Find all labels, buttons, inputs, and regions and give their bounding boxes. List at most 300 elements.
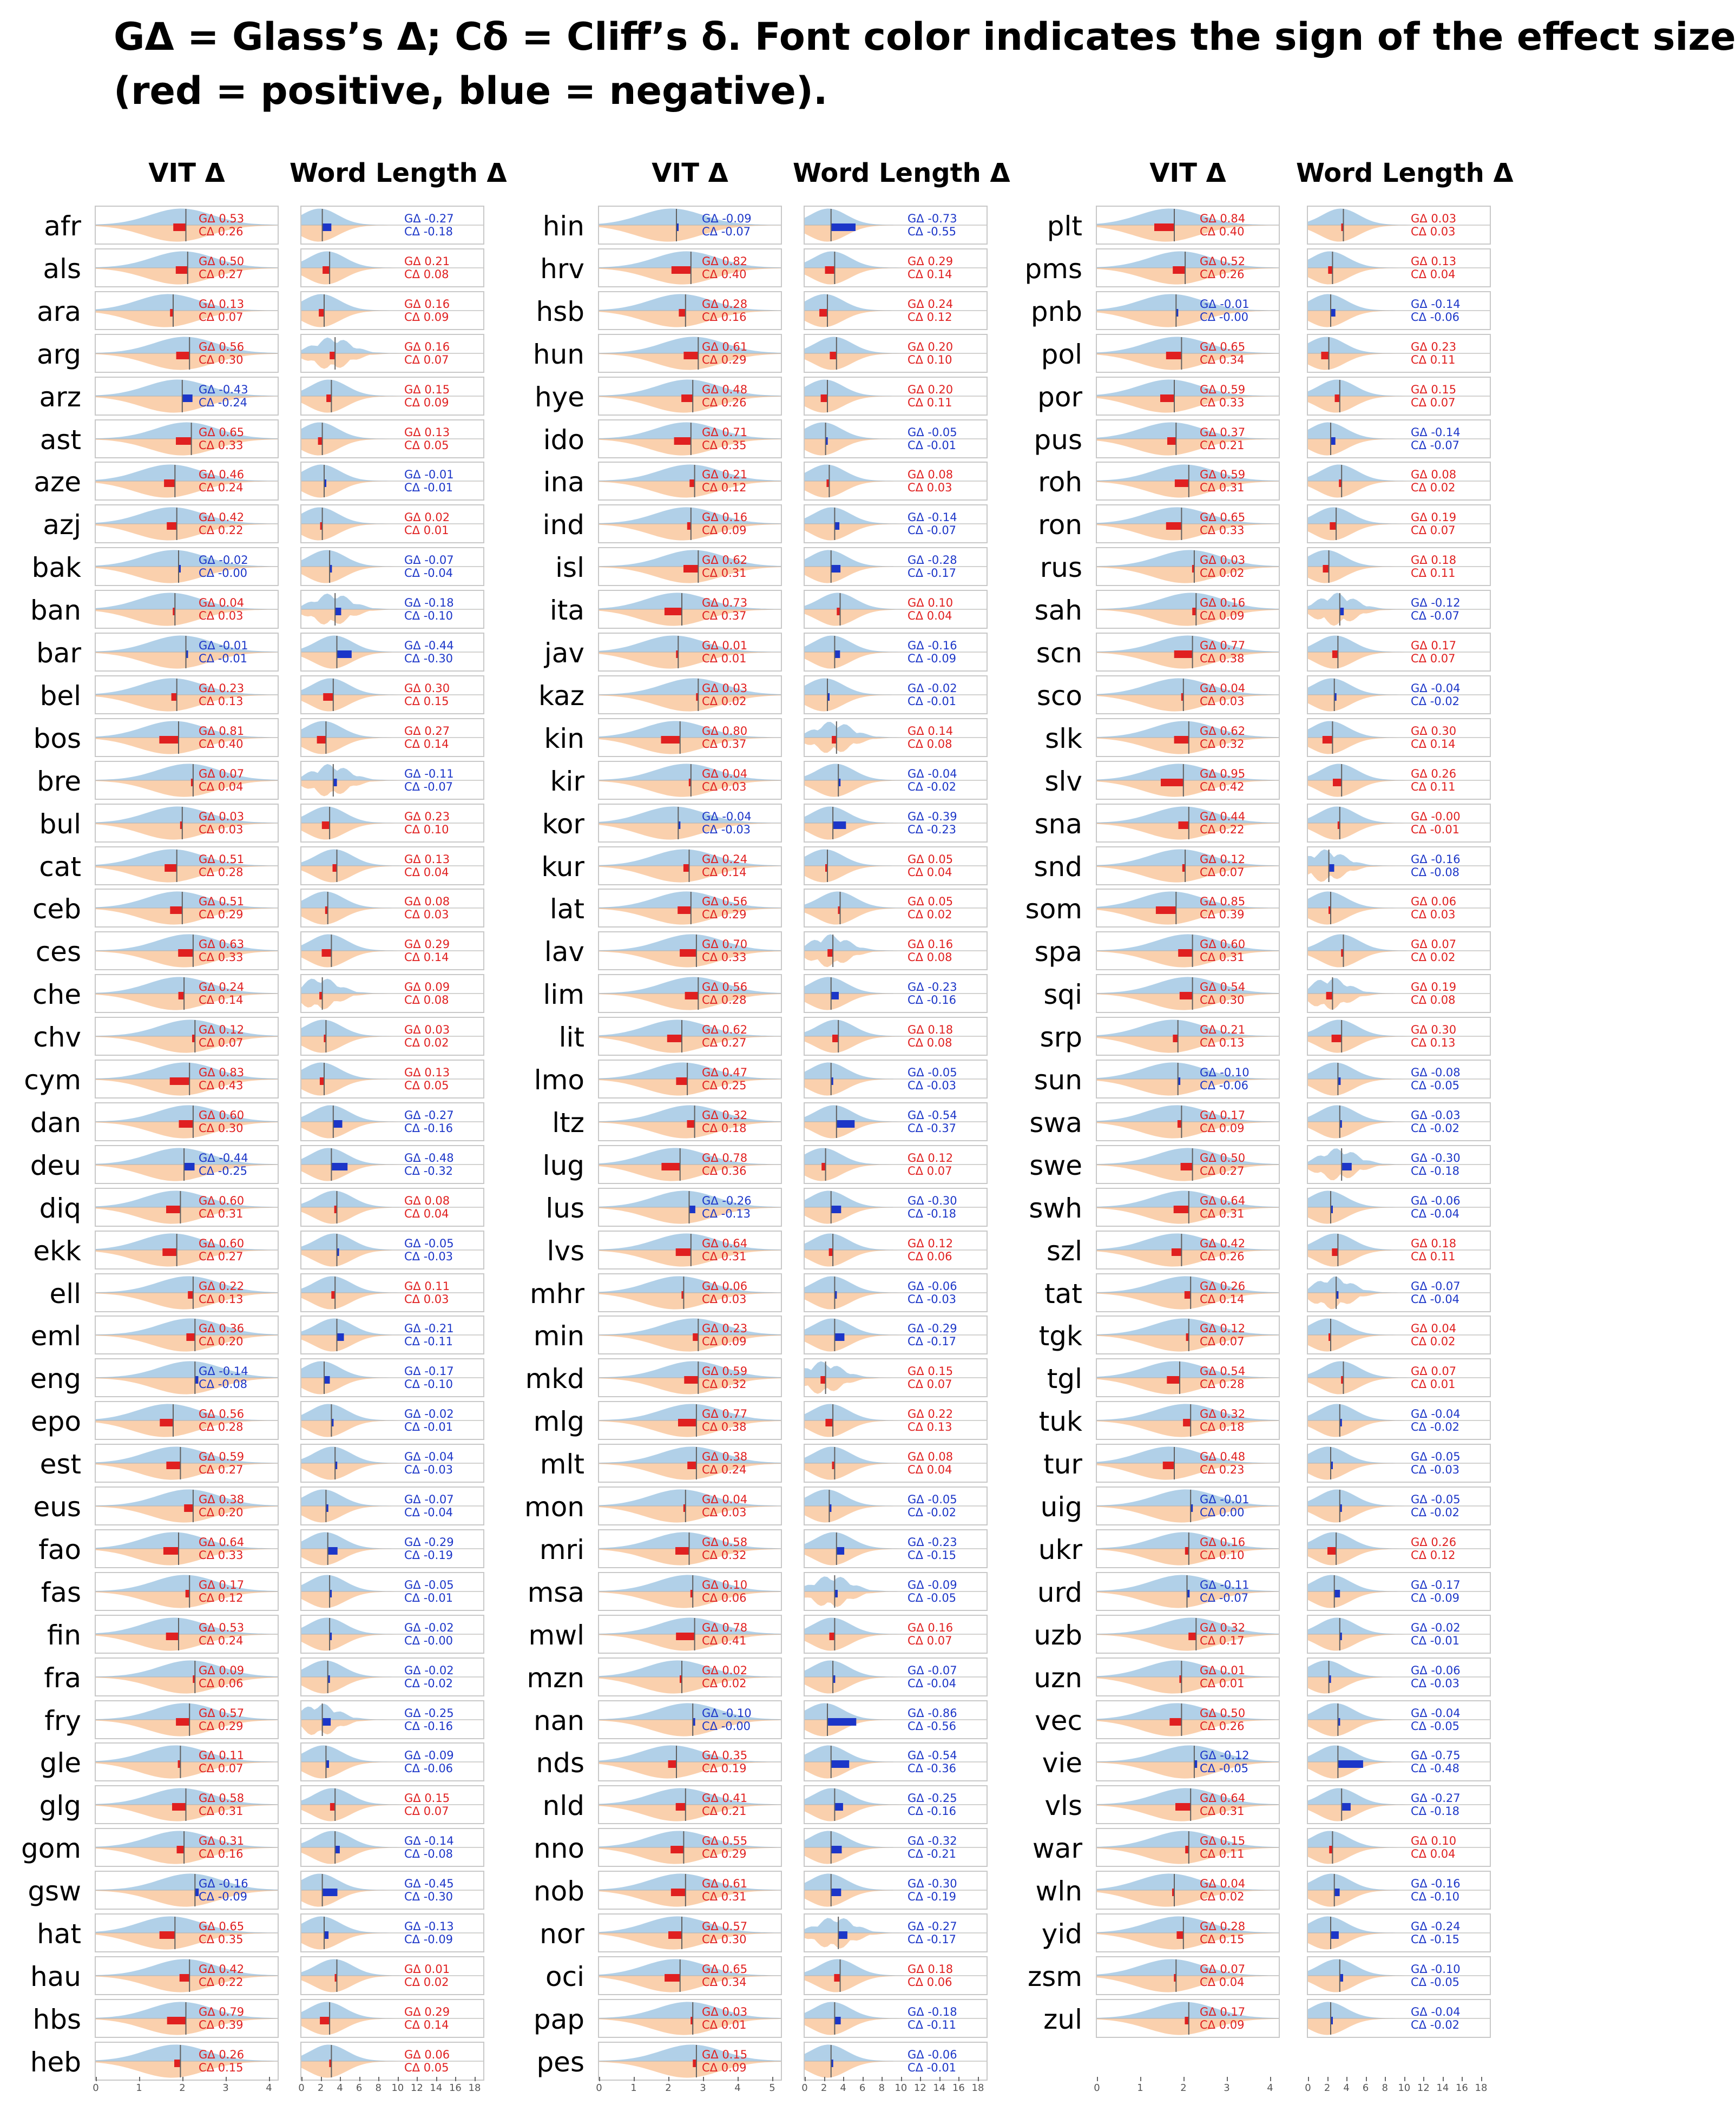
language-label: tgk — [1038, 1320, 1082, 1352]
vit-effect-bar — [676, 1803, 686, 1811]
wl-glass-delta: GΔ -0.04 — [908, 767, 957, 780]
wl-violin-panel — [804, 1401, 988, 1440]
language-label: ita — [549, 595, 584, 627]
wl-effect-bar — [1342, 1163, 1352, 1170]
wl-cliff-delta: CΔ -0.18 — [1411, 1164, 1460, 1178]
wl-violin-panel — [300, 1657, 484, 1696]
wl-glass-delta: GΔ -0.48 — [404, 1151, 454, 1165]
wl-effect-bar — [832, 736, 837, 744]
vit-glass-delta: GΔ 0.44 — [1200, 810, 1246, 823]
language-label: glg — [39, 1790, 81, 1822]
wl-cliff-delta: CΔ 0.04 — [908, 1463, 952, 1477]
vit-glass-delta: GΔ 0.50 — [1200, 1706, 1246, 1720]
vit-cliff-delta: CΔ 0.22 — [199, 1975, 244, 1989]
wl-glass-delta: GΔ -0.27 — [404, 1108, 454, 1122]
vit-glass-delta: GΔ 0.56 — [702, 981, 748, 994]
vit-glass-delta: GΔ -0.09 — [702, 212, 752, 225]
wl-glass-delta: GΔ -0.12 — [1411, 596, 1461, 610]
vit-cliff-delta: CΔ 0.28 — [199, 865, 244, 879]
wl-glass-delta: GΔ 0.08 — [404, 1194, 450, 1207]
vit-cliff-delta: CΔ 0.14 — [199, 994, 244, 1007]
vit-violin-panel — [1096, 590, 1280, 629]
language-label: uig — [1040, 1491, 1082, 1523]
wl-glass-delta: GΔ -0.23 — [908, 1535, 957, 1549]
language-label: scn — [1036, 637, 1082, 669]
wl-violin-panel — [804, 1913, 988, 1952]
axis-tick-label: 18 — [468, 2082, 481, 2094]
vit-effect-bar — [179, 1120, 193, 1128]
vit-violin-panel — [1096, 1956, 1280, 1995]
vit-effect-bar — [1179, 821, 1189, 829]
wl-violin-panel — [300, 590, 484, 629]
language-label: hau — [30, 1961, 81, 1992]
wl-cliff-delta: CΔ 0.11 — [1411, 780, 1456, 793]
wl-effect-bar — [322, 949, 332, 957]
wl-cliff-delta: CΔ -0.05 — [908, 1591, 957, 1604]
wl-glass-delta: GΔ -0.09 — [404, 1749, 454, 1762]
vit-effect-bar — [182, 394, 193, 402]
vit-cliff-delta: CΔ 0.21 — [1200, 438, 1245, 452]
vit-cliff-delta: CΔ 0.07 — [199, 1762, 244, 1775]
language-label: pus — [1034, 424, 1082, 456]
wl-effect-bar — [317, 736, 326, 744]
wl-violin-panel — [1307, 761, 1491, 800]
vit-glass-delta: GΔ 0.09 — [199, 1663, 245, 1677]
axis-tick-mark — [1140, 2077, 1141, 2081]
wl-cliff-delta: CΔ -0.16 — [404, 1121, 453, 1135]
vit-glass-delta: GΔ 0.03 — [199, 810, 245, 823]
vit-cliff-delta: CΔ -0.25 — [199, 1164, 248, 1178]
vit-violin-panel — [598, 462, 782, 501]
vit-cliff-delta: CΔ 0.40 — [1200, 225, 1245, 238]
wl-cliff-delta: CΔ 0.04 — [1411, 267, 1456, 281]
vit-cliff-delta: CΔ 0.14 — [1200, 1292, 1245, 1306]
vit-violin-panel — [598, 206, 782, 245]
vit-violin-panel — [598, 1572, 782, 1611]
vit-effect-bar — [683, 864, 689, 872]
vit-cliff-delta: CΔ 0.03 — [199, 609, 244, 623]
wl-cliff-delta: CΔ 0.07 — [1411, 652, 1456, 665]
wl-glass-delta: GΔ -0.03 — [1411, 1108, 1461, 1122]
wl-glass-delta: GΔ -0.07 — [1411, 1279, 1461, 1293]
wl-cliff-delta: CΔ -0.55 — [908, 225, 957, 238]
wl-glass-delta: GΔ -0.18 — [404, 596, 454, 610]
wl-violin-panel — [1307, 804, 1491, 843]
wl-cliff-delta: CΔ 0.11 — [908, 396, 952, 409]
vit-glass-delta: GΔ 0.60 — [1200, 938, 1246, 951]
wl-effect-bar — [323, 693, 333, 701]
wl-violin-panel — [1307, 1828, 1491, 1867]
wl-cliff-delta: CΔ 0.02 — [404, 1975, 449, 1989]
wl-effect-bar — [1342, 1803, 1351, 1811]
vit-violin-panel — [95, 2042, 279, 2081]
wl-violin-panel — [1307, 931, 1491, 970]
vit-cliff-delta: CΔ 0.07 — [199, 1036, 244, 1050]
axis-tick-label: 2 — [665, 2082, 672, 2094]
vit-effect-bar — [676, 1633, 694, 1640]
wl-violin-panel — [804, 1615, 988, 1654]
language-label: pnb — [1030, 295, 1082, 327]
axis-tick-label: 12 — [410, 2082, 423, 2094]
vit-violin-panel — [1096, 547, 1280, 586]
wl-cliff-delta: CΔ 0.11 — [1411, 1249, 1456, 1263]
wl-effect-bar — [320, 1077, 324, 1085]
wl-effect-bar — [330, 1803, 335, 1811]
wl-cliff-delta: CΔ 0.07 — [404, 1805, 449, 1818]
vit-glass-delta: GΔ 0.62 — [1200, 724, 1246, 738]
header-vit-delta: VIT Δ — [148, 158, 225, 188]
wl-glass-delta: GΔ -0.06 — [1411, 1194, 1461, 1207]
wl-violin-panel — [804, 1785, 988, 1824]
wl-effect-bar — [1332, 650, 1338, 658]
wl-effect-bar — [834, 1803, 843, 1811]
vit-violin-panel — [95, 248, 279, 287]
wl-glass-delta: GΔ -0.01 — [404, 468, 454, 482]
vit-violin-panel — [598, 718, 782, 757]
vit-glass-delta: GΔ 0.54 — [1200, 981, 1246, 994]
language-label: urd — [1037, 1576, 1082, 1608]
wl-glass-delta: GΔ 0.29 — [404, 2005, 450, 2018]
language-label: srp — [1040, 1022, 1082, 1054]
vit-cliff-delta: CΔ 0.32 — [702, 1548, 747, 1562]
wl-glass-delta: GΔ 0.26 — [1411, 1535, 1457, 1549]
wl-violin-panel — [804, 206, 988, 245]
wl-cliff-delta: CΔ -0.02 — [908, 780, 957, 793]
vit-effect-bar — [1178, 949, 1192, 957]
vit-effect-bar — [163, 1547, 179, 1555]
wl-cliff-delta: CΔ -0.01 — [404, 1591, 453, 1604]
vit-effect-bar — [186, 1590, 190, 1597]
wl-glass-delta: GΔ -0.16 — [1411, 852, 1461, 866]
wl-effect-bar — [1331, 437, 1336, 445]
wl-violin-panel — [1307, 718, 1491, 757]
wl-glass-delta: GΔ -0.54 — [908, 1749, 957, 1762]
wl-glass-delta: GΔ 0.23 — [404, 810, 450, 823]
vit-violin-panel — [95, 1657, 279, 1696]
language-label: vls — [1044, 1790, 1082, 1822]
wl-glass-delta: GΔ -0.25 — [908, 1792, 957, 1805]
language-label: roh — [1038, 466, 1082, 498]
wl-violin-panel — [300, 974, 484, 1013]
wl-violin-panel — [804, 504, 988, 543]
vit-effect-bar — [1174, 650, 1193, 658]
wl-glass-delta: GΔ 0.13 — [1411, 254, 1457, 268]
language-label: sna — [1034, 808, 1082, 840]
vit-effect-bar — [162, 1248, 176, 1256]
vit-glass-delta: GΔ 0.36 — [199, 1322, 245, 1336]
vit-cliff-delta: CΔ -0.00 — [702, 1719, 751, 1733]
vit-cliff-delta: CΔ 0.26 — [199, 225, 244, 238]
wl-glass-delta: GΔ -0.18 — [908, 2005, 957, 2018]
vit-cliff-delta: CΔ 0.28 — [702, 994, 747, 1007]
vit-glass-delta: GΔ -0.14 — [199, 1365, 248, 1378]
axis-tick-label: 4 — [840, 2082, 846, 2094]
wl-glass-delta: GΔ 0.02 — [404, 511, 450, 524]
vit-cliff-delta: CΔ -0.07 — [702, 225, 751, 238]
axis-tick-mark — [359, 2077, 360, 2081]
wl-cliff-delta: CΔ -0.37 — [908, 1121, 957, 1135]
language-label: lvs — [547, 1235, 584, 1267]
language-label: bos — [33, 722, 81, 754]
wl-effect-bar — [820, 1376, 825, 1384]
axis-tick-label: 6 — [356, 2082, 363, 2094]
wl-glass-delta: GΔ -0.17 — [404, 1365, 454, 1378]
vit-glass-delta: GΔ 0.04 — [1200, 1877, 1246, 1891]
vit-violin-panel — [1096, 1358, 1280, 1397]
vit-cliff-delta: CΔ 0.24 — [702, 1463, 747, 1477]
vit-effect-bar — [186, 1333, 195, 1341]
wl-cliff-delta: CΔ -0.03 — [404, 1249, 453, 1263]
axis-tick-label: 16 — [952, 2082, 965, 2094]
vit-violin-panel — [1096, 1231, 1280, 1269]
axis-tick-label: 4 — [734, 2082, 741, 2094]
vit-cliff-delta: CΔ 0.37 — [702, 609, 747, 623]
wl-cliff-delta: CΔ 0.04 — [1411, 1847, 1456, 1861]
wl-effect-bar — [1330, 522, 1336, 530]
vit-violin-panel — [1096, 1444, 1280, 1483]
wl-cliff-delta: CΔ 0.03 — [1411, 908, 1456, 922]
axis-tick-label: 10 — [391, 2082, 404, 2094]
wl-violin-panel — [1307, 547, 1491, 586]
vit-effect-bar — [668, 1760, 676, 1768]
wl-violin-panel — [804, 1315, 988, 1354]
vit-cliff-delta: CΔ 0.03 — [702, 1292, 747, 1306]
vit-cliff-delta: CΔ 0.35 — [199, 1933, 244, 1946]
wl-glass-delta: GΔ 0.22 — [908, 1407, 954, 1421]
vit-glass-delta: GΔ 0.54 — [1200, 1365, 1246, 1378]
wl-cliff-delta: CΔ 0.04 — [908, 609, 952, 623]
vit-violin-panel — [598, 1401, 782, 1440]
wl-effect-bar — [1335, 394, 1340, 402]
wl-effect-bar — [1327, 1547, 1336, 1555]
wl-effect-bar — [1334, 1889, 1340, 1896]
language-label: ind — [542, 509, 584, 541]
language-label: azj — [43, 509, 81, 541]
wl-violin-panel — [300, 1401, 484, 1440]
wl-violin-panel — [804, 846, 988, 885]
wl-violin-panel — [804, 419, 988, 458]
vit-effect-bar — [1185, 2017, 1189, 2024]
wl-cliff-delta: CΔ -0.03 — [908, 1292, 957, 1306]
vit-violin-panel — [95, 590, 279, 629]
axis-tick-label: 14 — [933, 2082, 946, 2094]
language-label: eng — [30, 1363, 81, 1395]
wl-glass-delta: GΔ -0.08 — [1411, 1066, 1461, 1079]
wl-effect-bar — [831, 1889, 841, 1896]
wl-cliff-delta: CΔ -0.32 — [404, 1164, 453, 1178]
language-label: plt — [1047, 210, 1082, 242]
wl-effect-bar — [825, 1419, 833, 1426]
vit-violin-panel — [598, 1742, 782, 1781]
wl-glass-delta: GΔ -0.04 — [404, 1450, 454, 1464]
vit-glass-delta: GΔ 0.57 — [702, 1920, 748, 1933]
language-label: ron — [1038, 509, 1082, 541]
axis-tick-label: 3 — [1224, 2082, 1230, 2094]
language-label: wln — [1035, 1876, 1082, 1907]
vit-cliff-delta: CΔ 0.30 — [702, 1933, 747, 1946]
wl-cliff-delta: CΔ 0.01 — [404, 524, 449, 537]
wl-cliff-delta: CΔ -0.48 — [1411, 1762, 1460, 1775]
language-label: diq — [39, 1192, 81, 1224]
wl-violin-panel — [300, 2042, 484, 2081]
wl-violin-panel — [804, 334, 988, 373]
language-label: als — [43, 253, 81, 285]
vit-glass-delta: GΔ 0.62 — [702, 554, 748, 567]
wl-cliff-delta: CΔ 0.08 — [908, 1036, 952, 1050]
wl-glass-delta: GΔ 0.27 — [404, 724, 450, 738]
axis-tick-label: 12 — [1417, 2082, 1430, 2094]
wl-effect-bar — [330, 352, 335, 359]
language-label: tur — [1043, 1449, 1082, 1481]
vit-glass-delta: GΔ 0.63 — [199, 938, 245, 951]
wl-cliff-delta: CΔ -0.06 — [404, 1762, 453, 1775]
vit-effect-bar — [159, 736, 179, 744]
vit-violin-panel — [598, 1315, 782, 1354]
axis-tick-label: 0 — [93, 2082, 99, 2094]
wl-violin-panel — [1307, 1358, 1491, 1397]
vit-violin-panel — [95, 804, 279, 843]
vit-violin-panel — [95, 1700, 279, 1739]
vit-glass-delta: GΔ 0.23 — [702, 1322, 748, 1336]
vit-violin-panel — [598, 1999, 782, 2038]
language-label: mwl — [528, 1619, 584, 1651]
wl-glass-delta: GΔ -0.32 — [908, 1834, 957, 1848]
wl-violin-panel — [804, 1529, 988, 1568]
wl-cliff-delta: CΔ 0.04 — [404, 865, 449, 879]
wl-violin-panel — [804, 1273, 988, 1312]
language-label: fas — [41, 1576, 81, 1608]
wl-cliff-delta: CΔ -0.10 — [404, 609, 453, 623]
language-label: sah — [1034, 595, 1082, 627]
vit-glass-delta: GΔ 0.78 — [702, 1151, 748, 1165]
wl-violin-panel — [804, 1102, 988, 1141]
vit-glass-delta: GΔ 0.13 — [199, 297, 245, 311]
vit-violin-panel — [598, 291, 782, 330]
wl-violin-panel — [1307, 1315, 1491, 1354]
vit-violin-panel — [598, 761, 782, 800]
wl-effect-bar — [831, 992, 839, 999]
vit-cliff-delta: CΔ 0.02 — [1200, 1890, 1245, 1904]
wl-glass-delta: GΔ -0.28 — [908, 554, 957, 567]
wl-violin-panel — [804, 1017, 988, 1056]
vit-glass-delta: GΔ 0.84 — [1200, 212, 1246, 225]
vit-violin-panel — [1096, 1742, 1280, 1781]
vit-violin-panel — [1096, 1401, 1280, 1440]
vit-cliff-delta: CΔ 0.27 — [702, 1036, 747, 1050]
vit-violin-panel — [598, 1231, 782, 1269]
vit-violin-panel — [598, 1615, 782, 1654]
wl-effect-bar — [1321, 352, 1329, 359]
wl-cliff-delta: CΔ 0.14 — [404, 2018, 449, 2031]
wl-violin-panel — [1307, 1572, 1491, 1611]
language-label: swa — [1029, 1107, 1082, 1139]
vit-effect-bar — [1185, 1547, 1189, 1555]
wl-cliff-delta: CΔ -0.10 — [404, 1378, 453, 1391]
axis-tick-label: 10 — [1398, 2082, 1411, 2094]
axis-tick-label: 5 — [769, 2082, 775, 2094]
wl-violin-panel — [1307, 974, 1491, 1013]
wl-cliff-delta: CΔ 0.11 — [1411, 353, 1456, 366]
wl-glass-delta: GΔ 0.16 — [908, 938, 954, 951]
axis-tick-label: 2 — [820, 2082, 827, 2094]
wl-effect-bar — [319, 309, 324, 317]
vit-violin-panel — [598, 1785, 782, 1824]
vit-glass-delta: GΔ 0.23 — [199, 681, 245, 695]
wl-glass-delta: GΔ -0.06 — [1411, 1663, 1461, 1677]
vit-violin-panel — [598, 974, 782, 1013]
wl-effect-bar — [335, 608, 341, 615]
wl-cliff-delta: CΔ -0.03 — [1411, 1463, 1460, 1477]
vit-glass-delta: GΔ 0.32 — [1200, 1407, 1246, 1421]
wl-glass-delta: GΔ -0.29 — [908, 1322, 957, 1336]
wl-cliff-delta: CΔ 0.10 — [404, 823, 449, 836]
wl-violin-panel — [804, 1145, 988, 1184]
wl-effect-bar — [834, 650, 840, 658]
wl-glass-delta: GΔ -0.27 — [404, 212, 454, 225]
wl-effect-bar — [1331, 309, 1336, 317]
axis-tick-mark — [843, 2077, 844, 2081]
vit-violin-panel — [598, 590, 782, 629]
vit-violin-panel — [598, 1444, 782, 1483]
vit-effect-bar — [687, 1462, 696, 1469]
wl-effect-bar — [834, 1974, 840, 1982]
wl-glass-delta: GΔ 0.30 — [404, 681, 450, 695]
language-label: ina — [543, 466, 584, 498]
vit-cliff-delta: CΔ 0.12 — [702, 481, 747, 495]
vit-violin-panel — [1096, 206, 1280, 245]
wl-glass-delta: GΔ -0.73 — [908, 212, 957, 225]
wl-effect-bar — [833, 821, 846, 829]
wl-violin-panel — [1307, 846, 1491, 885]
vit-glass-delta: GΔ 0.47 — [702, 1066, 748, 1079]
vit-violin-panel — [95, 1273, 279, 1312]
wl-glass-delta: GΔ 0.20 — [908, 383, 954, 396]
vit-cliff-delta: CΔ 0.09 — [702, 524, 747, 537]
vit-cliff-delta: CΔ 0.33 — [199, 438, 244, 452]
vit-violin-panel — [95, 931, 279, 970]
wl-violin-panel — [804, 590, 988, 629]
vit-cliff-delta: CΔ 0.16 — [702, 310, 747, 324]
vit-violin-panel — [95, 1358, 279, 1397]
vit-glass-delta: GΔ 0.32 — [702, 1108, 748, 1122]
caption-line-1: GΔ = Glass’s Δ; Cδ = Cliff’s δ. Font color indicates the sign of the effect size — [114, 15, 1736, 59]
axis-tick-mark — [226, 2077, 227, 2081]
wl-glass-delta: GΔ -0.02 — [908, 681, 957, 695]
vit-violin-panel — [95, 1742, 279, 1781]
language-label: bul — [39, 808, 81, 840]
wl-glass-delta: GΔ 0.08 — [908, 468, 954, 482]
wl-glass-delta: GΔ -0.02 — [404, 1663, 454, 1677]
axis-tick-mark — [1385, 2077, 1386, 2081]
vit-glass-delta: GΔ 0.51 — [199, 895, 245, 909]
wl-glass-delta: GΔ -0.39 — [908, 810, 957, 823]
vit-cliff-delta: CΔ 0.37 — [702, 737, 747, 751]
vit-glass-delta: GΔ 0.42 — [1200, 1236, 1246, 1250]
vit-glass-delta: GΔ 0.24 — [702, 852, 748, 866]
wl-violin-panel — [1307, 248, 1491, 287]
vit-effect-bar — [1176, 1931, 1183, 1939]
wl-glass-delta: GΔ 0.09 — [404, 981, 450, 994]
axis-tick-label: 2 — [1180, 2082, 1187, 2094]
vit-glass-delta: GΔ -0.01 — [1200, 297, 1250, 311]
wl-cliff-delta: CΔ -0.01 — [404, 481, 453, 495]
axis-tick-mark — [378, 2077, 379, 2081]
vit-cliff-delta: CΔ -0.08 — [199, 1378, 248, 1391]
wl-glass-delta: GΔ 0.19 — [1411, 981, 1457, 994]
language-label: ltz — [552, 1107, 584, 1139]
vit-cliff-delta: CΔ 0.03 — [1200, 694, 1245, 708]
wl-glass-delta: GΔ -0.54 — [908, 1108, 957, 1122]
